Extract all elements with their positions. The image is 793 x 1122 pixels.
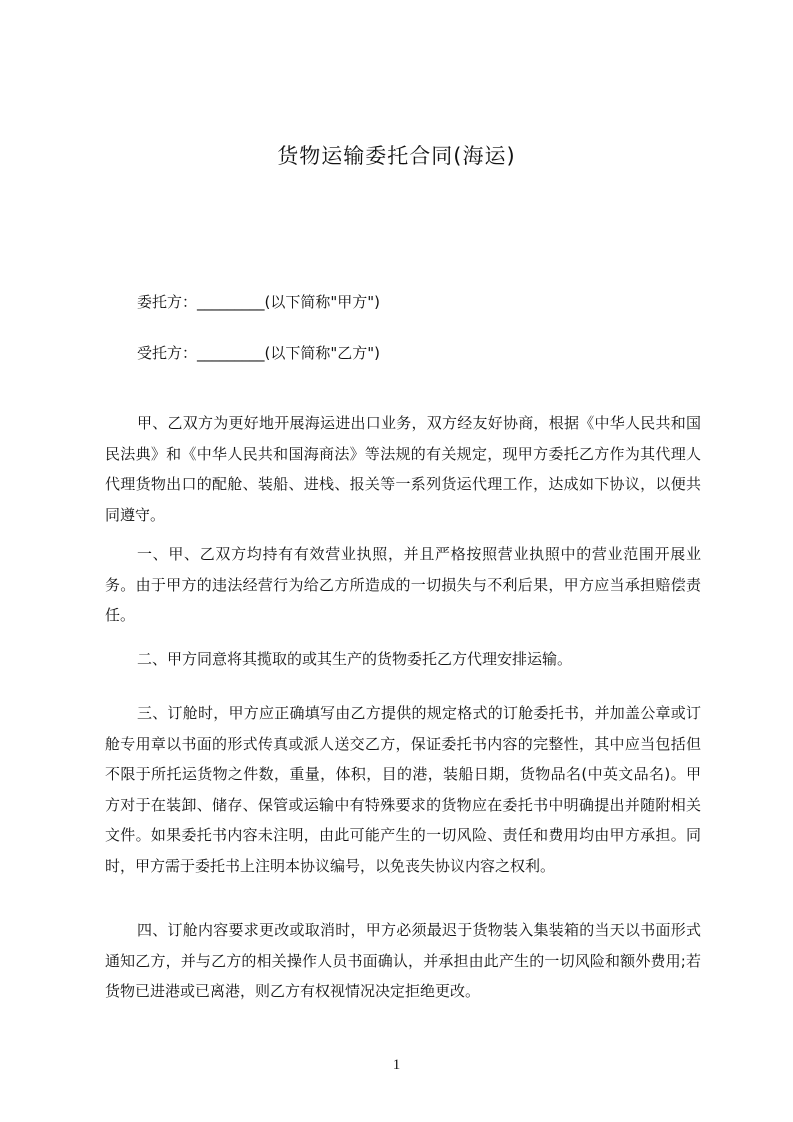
page-number: 1: [392, 1057, 401, 1073]
preamble-paragraph: 甲、乙双方为更好地开展海运进出口业务，双方经友好协商，根据《中华人民共和国民法典》和《中华人民共和国海商法》等法规的有关规定，现甲方委托乙方作为其代理人代理货物出口的配舱、装船、进栈、报关等一系列货运代理工作，达成如下协议，以便共同遵守。: [105, 414, 701, 524]
clause-4-paragraph: 四、订舱内容要求更改或取消时，甲方必须最迟于货物装入集装箱的当天以书面形式通知乙方，并与乙方的相关操作人员书面确认，并承担由此产生的一切风险和额外费用;若货物已进港或已离港，则乙方有权视情况决定拒绝更改。: [105, 921, 701, 1000]
consignor-line: 委托方：_________(以下简称"甲方"): [137, 293, 381, 311]
consignee-line: 受托方：_________(以下简称"乙方"): [137, 344, 381, 362]
document-title: 货物运输委托合同(海运): [277, 144, 516, 168]
clause-1-paragraph: 一、甲、乙双方均持有有效营业执照，并且严格按照营业执照中的营业范围开展业务。由于甲方的违法经营行为给乙方所造成的一切损失与不利后果，甲方应当承担赔偿责任。: [105, 545, 701, 624]
clause-2-paragraph: 二、甲方同意将其揽取的或其生产的货物委托乙方代理安排运输。: [137, 650, 573, 668]
clause-3-paragraph: 三、订舱时，甲方应正确填写由乙方提供的规定格式的订舱委托书，并加盖公章或订舱专用章以书面的形式传真或派人送交乙方，保证委托书内容的完整性，其中应当包括但不限于所托运货物之件数，重量，体积，目的港，装船日期，货物品名(中英文品名)。甲方对于在装卸、储存、保管或运输中有特殊要求的货物应在委托书中明确提出并随附相关文件。如果委托书内容未注明，由此可能产生的一切风险、责任和费用均由甲方承担。同时，甲方需于委托书上注明本协议编号，以免丧失协议内容之权利。: [105, 704, 701, 875]
